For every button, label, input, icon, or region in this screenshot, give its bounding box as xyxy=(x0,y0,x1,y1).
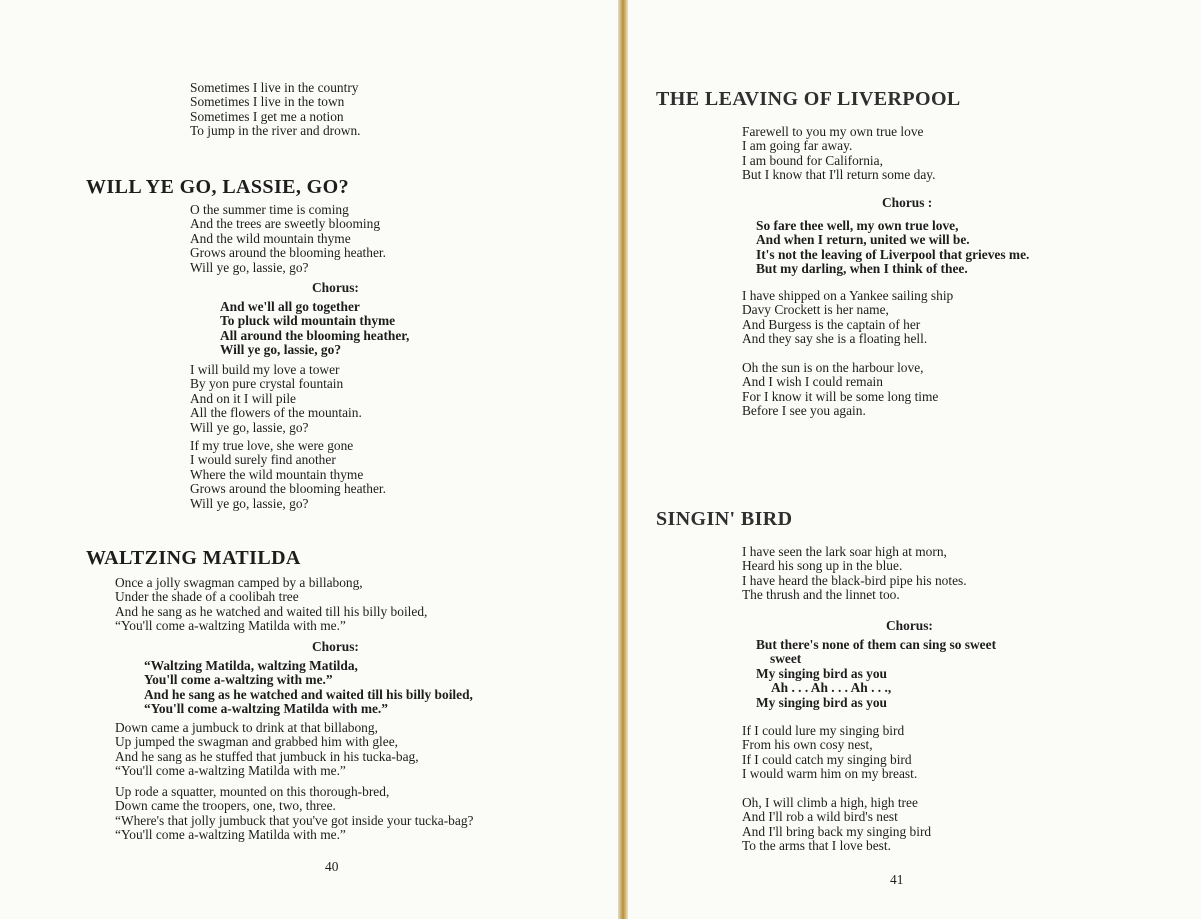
verse-line: Oh the sun is on the harbour love, xyxy=(742,360,924,375)
verse-line: And on it I will pile xyxy=(190,390,297,406)
verse-line: I have shipped on a Yankee sailing ship xyxy=(742,288,954,303)
liverpool-verse-3 xyxy=(742,361,938,419)
verse-line: And I'll bring back my singing bird xyxy=(742,823,932,839)
page-number: 41 xyxy=(890,872,904,887)
waltzing-matilda-verse-1 xyxy=(115,576,427,634)
verse-line: “You'll come a-waltzing Matilda with me.” xyxy=(115,827,346,843)
verse-line: From his own cosy nest, xyxy=(742,737,873,753)
verse-line: Before I see you again. xyxy=(742,403,866,419)
verse-line: Up jumped the swagman and grabbed him with glee, xyxy=(115,734,398,750)
chorus-label: Chorus: xyxy=(312,280,359,295)
chorus-label: Chorus: xyxy=(886,618,933,633)
waltzing-matilda-verse-3 xyxy=(115,785,473,843)
liverpool-chorus xyxy=(756,219,1029,277)
verse-line: Where the wild mountain thyme xyxy=(190,466,364,482)
chorus-line: But there's none of them can sing so sweet xyxy=(756,637,997,652)
verse-line: Sometimes I live in the town xyxy=(190,94,345,110)
verse-line: I would warm him on my breast. xyxy=(742,766,918,782)
verse-line: I have heard the black-bird pipe his notes. xyxy=(742,572,967,588)
verse-line: All the flowers of the mountain. xyxy=(190,405,362,421)
verse-line: And the wild mountain thyme xyxy=(190,230,351,246)
verse-line: O the summer time is coming xyxy=(190,202,349,217)
verse-line: And they say she is a floating hell. xyxy=(742,331,928,347)
chorus-line: And when I return, united we will be. xyxy=(756,232,970,248)
verse-line: And Burgess is the captain of her xyxy=(742,316,921,332)
song-title-will-ye-go: WILL YE GO, LASSIE, GO? xyxy=(86,176,349,198)
chorus-line: To pluck wild mountain thyme xyxy=(220,313,396,329)
waltzing-matilda-verse-2 xyxy=(115,721,419,779)
will-ye-go-verse-3 xyxy=(190,439,386,511)
chorus-line: “You'll come a-waltzing Matilda with me.” xyxy=(144,701,388,717)
verse-line: Once a jolly swagman camped by a billabong, xyxy=(115,575,363,590)
verse-line: Up rode a squatter, mounted on this thorough-bred, xyxy=(115,784,390,799)
chorus-line: You'll come a-waltzing with me.” xyxy=(144,672,333,688)
right-page xyxy=(628,0,1201,919)
opening-verse xyxy=(190,81,361,139)
song-title-leaving-of-liverpool: THE LEAVING OF LIVERPOOL xyxy=(656,88,961,110)
verse-line: Will ye go, lassie, go? xyxy=(190,419,309,435)
verse-line: And he sang as he stuffed that jumbuck in his tucka-bag, xyxy=(115,748,419,764)
verse-line: For I know it will be some long time xyxy=(742,388,939,404)
verse-line: I would surely find another xyxy=(190,452,336,468)
verse-line: “You'll come a-waltzing Matilda with me.” xyxy=(115,618,346,634)
verse-line: I am going far away. xyxy=(742,138,853,154)
song-title-waltzing-matilda: WALTZING MATILDA xyxy=(86,547,301,569)
will-ye-go-chorus xyxy=(220,300,409,358)
singin-bird-verse-3 xyxy=(742,796,931,854)
verse-line: And the trees are sweetly blooming xyxy=(190,216,381,232)
chorus-label: Chorus : xyxy=(882,195,933,210)
singin-bird-chorus xyxy=(756,638,996,710)
will-ye-go-verse-1 xyxy=(190,203,386,275)
verse-line: Heard his song up in the blue. xyxy=(742,558,903,574)
singin-bird-verse-2 xyxy=(742,724,917,782)
singin-bird-verse-1 xyxy=(742,545,967,603)
chorus-line: Ah . . . Ah . . . Ah . . ., xyxy=(771,680,892,696)
chorus-line: sweet xyxy=(770,651,802,667)
verse-line: By yon pure crystal fountain xyxy=(190,376,344,392)
chorus-line: It's not the leaving of Liverpool that grieves me. xyxy=(756,246,1030,262)
song-title-singin-bird: SINGIN' BIRD xyxy=(656,508,793,530)
chorus-label: Chorus: xyxy=(312,639,359,654)
liverpool-verse-2 xyxy=(742,289,953,347)
verse-line: I have seen the lark soar high at morn, xyxy=(742,544,947,559)
chorus-line: So fare thee well, my own true love, xyxy=(756,218,959,233)
verse-line: Sometimes I live in the country xyxy=(190,80,359,95)
verse-line: Will ye go, lassie, go? xyxy=(190,259,309,275)
verse-line: If my true love, she were gone xyxy=(190,438,354,453)
verse-line: The thrush and the linnet too. xyxy=(742,587,900,603)
page-number: 40 xyxy=(325,859,339,874)
verse-line: Farewell to you my own true love xyxy=(742,124,924,139)
will-ye-go-verse-2 xyxy=(190,363,362,435)
book-spine xyxy=(618,0,628,919)
verse-line: Will ye go, lassie, go? xyxy=(190,495,309,511)
chorus-line: My singing bird as you xyxy=(756,665,887,681)
verse-line: Oh, I will climb a high, high tree xyxy=(742,795,918,810)
chorus-line: And he sang as he watched and waited till his billy boiled, xyxy=(144,686,473,702)
verse-line: Down came the troopers, one, two, three. xyxy=(115,798,336,814)
verse-line: Davy Crockett is her name, xyxy=(742,302,889,318)
verse-line: I am bound for California, xyxy=(742,152,883,168)
verse-line: Under the shade of a coolibah tree xyxy=(115,589,299,605)
waltzing-matilda-chorus xyxy=(144,659,473,717)
verse-line: Sometimes I get me a notion xyxy=(190,108,344,124)
verse-line: To the arms that I love best. xyxy=(742,838,891,854)
verse-line: And I'll rob a wild bird's nest xyxy=(742,809,898,825)
verse-line: To jump in the river and drown. xyxy=(190,123,361,139)
verse-line: If I could catch my singing bird xyxy=(742,751,912,767)
chorus-line: Will ye go, lassie, go? xyxy=(220,342,342,358)
verse-line: If I could lure my singing bird xyxy=(742,723,905,738)
verse-line: I will build my love a tower xyxy=(190,362,340,377)
verse-line: Grows around the blooming heather. xyxy=(190,481,386,497)
verse-line: And I wish I could remain xyxy=(742,374,883,390)
chorus-line: All around the blooming heather, xyxy=(220,327,410,343)
verse-line: Down came a jumbuck to drink at that billabong, xyxy=(115,720,378,735)
chorus-line: “Waltzing Matilda, waltzing Matilda, xyxy=(144,658,358,673)
chorus-line: And we'll all go together xyxy=(220,299,360,314)
verse-line: “You'll come a-waltzing Matilda with me.” xyxy=(115,763,346,779)
verse-line: And he sang as he watched and waited till his billy boiled, xyxy=(115,603,428,619)
chorus-line: But my darling, when I think of thee. xyxy=(756,261,968,277)
verse-line: Grows around the blooming heather. xyxy=(190,245,386,261)
verse-line: “Where's that jolly jumbuck that you've got inside your tucka-bag? xyxy=(115,812,474,828)
liverpool-verse-1 xyxy=(742,125,935,183)
chorus-line: My singing bird as you xyxy=(756,694,887,710)
verse-line: But I know that I'll return some day. xyxy=(742,167,936,183)
